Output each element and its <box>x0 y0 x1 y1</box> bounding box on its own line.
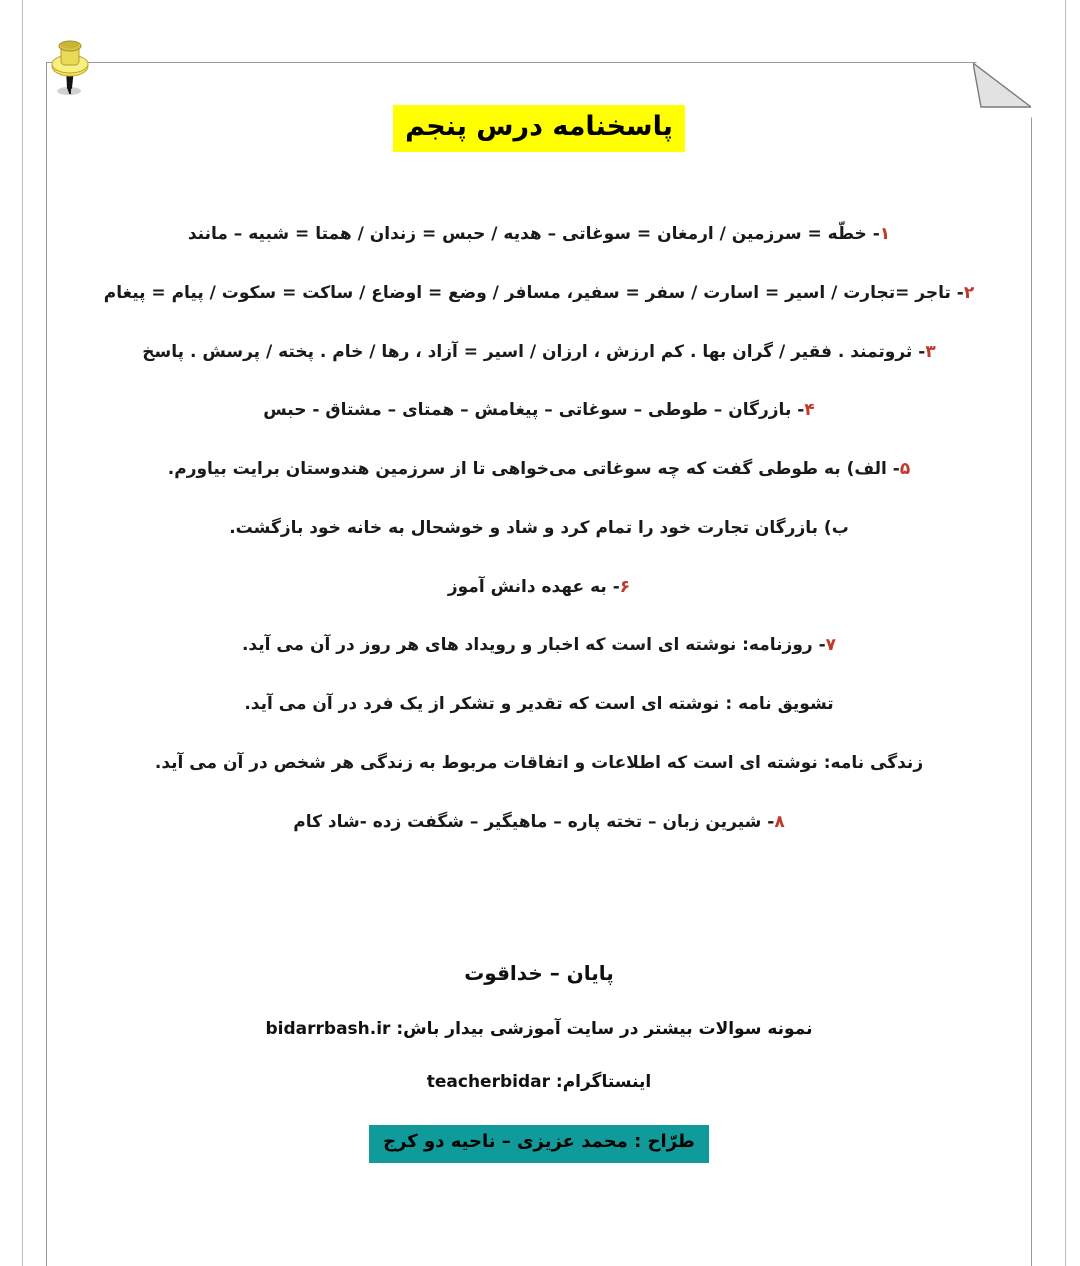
answer-sep-3: - <box>918 341 926 362</box>
answer-sep-7: - <box>818 635 826 656</box>
answer-text-1: خطّه = سرزمین / ارمغان = سوغاتی – هدیه / حبس = زندان / همتا = شبیه – مانند <box>187 224 867 245</box>
answer-line-4 <box>89 396 989 426</box>
answer-line-1 <box>89 220 989 250</box>
document-body <box>47 63 1031 1163</box>
page-title: پاسخنامه درس پنجم <box>393 105 685 152</box>
instagram-label: اینستاگرام: <box>555 1072 652 1093</box>
answer-line-5a <box>89 455 989 485</box>
answer-line-7c <box>89 749 989 779</box>
answer-number-6: ۶ <box>619 576 631 597</box>
answer-sep-1: - <box>872 224 880 245</box>
closing-text: پایان – خداقوت <box>464 961 614 986</box>
answer-number-7: ۷ <box>825 635 837 656</box>
instagram-line <box>81 1072 997 1092</box>
answer-number-5: ۵ <box>899 459 911 480</box>
answer-text-7: روزنامه: نوشته ای است که اخبار و رویداد های هر روز در آن می آید. <box>241 635 813 656</box>
answer-line-5b <box>89 514 989 544</box>
answer-number-1: ۱ <box>879 224 891 245</box>
title-container <box>81 105 997 152</box>
document-sheet <box>46 62 1032 1266</box>
answer-line-2 <box>89 279 989 309</box>
answer-line-7b <box>89 690 989 720</box>
answer-sep-2: - <box>956 282 964 303</box>
document-footer <box>81 961 997 1162</box>
answer-text-5a: الف) به طوطی گفت که چه سوغاتی می‌خواهی تا از سرزمین هندوستان برایت بیاورم. <box>167 459 887 480</box>
answer-text-7c: زندگی نامه: نوشته ای است که اطلاعات و اتفاقات مربوط به زندگی هر شخص در آن می آید. <box>154 752 924 773</box>
answer-line-7 <box>89 631 989 661</box>
answer-number-3: ۳ <box>925 341 936 362</box>
website-label: نمونه سوالات بیشتر در سایت آموزشی بیدار باش: <box>396 1019 813 1040</box>
left-margin-rule <box>22 0 23 1266</box>
answer-text-4: بازرگان – طوطی – سوغاتی – پیغامش – همتای – مشتاق - حبس <box>263 400 792 421</box>
answer-text-2: تاجر =تجارت / اسیر = اسارت / سفر = سفیر، مسافر / وضع = اوضاع / ساکت = سکوت / پیام = پیغام <box>103 282 951 303</box>
answer-number-4: ۴ <box>804 400 815 421</box>
website-url[interactable]: bidarrbash.ir <box>265 1019 391 1040</box>
instagram-handle[interactable]: teacherbidar <box>426 1072 550 1093</box>
website-line <box>81 1019 997 1039</box>
answer-sep-8: - <box>767 811 775 832</box>
answer-sep-4: - <box>797 400 805 421</box>
answers-list <box>81 220 997 837</box>
answer-sep-6: - <box>612 576 620 597</box>
answer-line-3 <box>89 338 989 368</box>
answer-sep-5: - <box>892 459 900 480</box>
answer-number-2: ۲ <box>963 282 975 303</box>
answer-text-5b: ب) بازرگان تجارت خود را تمام کرد و شاد و خوشحال به خانه خود بازگشت. <box>229 517 849 538</box>
credit-container <box>81 1125 997 1162</box>
answer-text-3: ثروتمند . فقیر / گران بها . کم ارزش ، ارزان / اسیر = آزاد ، رها / خام . پخته / پرسش . پاسخ <box>142 341 913 362</box>
answer-text-8: شیرین زبان – تخته پاره – ماهیگیر – شگفت زده -شاد کام <box>293 811 762 832</box>
push-pin-icon[interactable] <box>44 36 98 106</box>
right-margin-rule <box>1065 0 1066 1266</box>
answer-line-6 <box>89 573 989 603</box>
answer-text-6: به عهده دانش آموز <box>447 576 607 597</box>
answer-number-8: ۸ <box>774 811 785 832</box>
answer-text-7b: تشویق نامه : نوشته ای است که تقدیر و تشکر از یک فرد در آن می آید. <box>244 694 834 715</box>
author-credit: طرّاح : محمد عزیزی – ناحیه دو کرج <box>369 1125 709 1162</box>
answer-line-8 <box>89 808 989 838</box>
